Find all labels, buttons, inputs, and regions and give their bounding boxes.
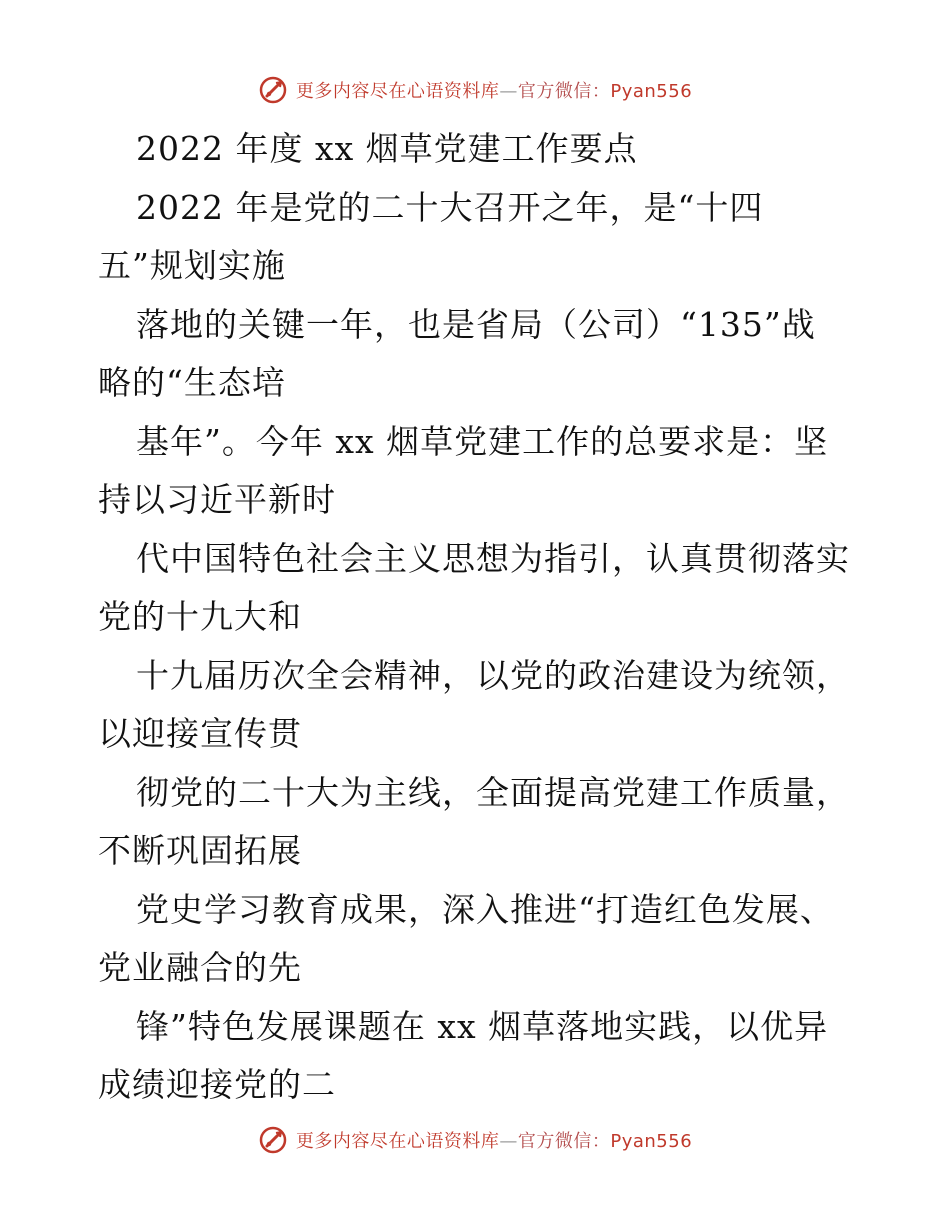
watermark-main-text: 更多内容尽在心语资料库 bbox=[295, 81, 500, 102]
watermark-dash: — bbox=[499, 81, 518, 102]
paragraph-line: 十九届历次全会精神，以党的政治建设为统领， bbox=[136, 655, 850, 695]
watermark-main-text: 更多内容尽在心语资料库 bbox=[295, 1131, 500, 1152]
paragraph-line: 2022 年是党的二十大召开之年，是“十四 bbox=[136, 187, 764, 227]
watermark-text bbox=[296, 1127, 692, 1153]
red-seal-logo-icon bbox=[258, 75, 288, 105]
watermark-wechat-id: Pyan556 bbox=[610, 1131, 693, 1152]
paragraph-line: 持以习近平新时 bbox=[98, 480, 336, 519]
document-title: 2022 年度 xx 烟草党建工作要点 bbox=[136, 129, 638, 168]
paragraph-line: 党的十九大和 bbox=[98, 597, 302, 636]
watermark-text bbox=[296, 77, 692, 103]
paragraph-line: 锋”特色发展课题在 xx 烟草落地实践，以优异 bbox=[136, 1006, 829, 1046]
paragraph-line: 不断巩固拓展 bbox=[98, 831, 302, 870]
watermark-wechat-id: Pyan556 bbox=[610, 81, 693, 102]
paragraph-line: 落地的关键一年，也是省局（公司）“135”战 bbox=[136, 304, 816, 344]
paragraph-line: 基年”。今年 xx 烟草党建工作的总要求是：坚 bbox=[136, 421, 829, 461]
paragraph-line: 五”规划实施 bbox=[98, 246, 286, 285]
watermark-dash: — bbox=[499, 1131, 518, 1152]
paragraph-line: 以迎接宣传贯 bbox=[98, 714, 302, 753]
header-watermark-banner bbox=[0, 70, 950, 110]
paragraph-line: 代中国特色社会主义思想为指引，认真贯彻落实 bbox=[136, 538, 850, 578]
paragraph-line: 党业融合的先 bbox=[98, 948, 302, 987]
watermark-wechat-label: 官方微信： bbox=[517, 81, 611, 102]
footer-watermark-banner bbox=[0, 1120, 950, 1160]
paragraph-line: 略的“生态培 bbox=[98, 363, 286, 402]
paragraph-line: 彻党的二十大为主线，全面提高党建工作质量， bbox=[136, 772, 850, 812]
watermark-wechat-label: 官方微信： bbox=[517, 1131, 611, 1152]
paragraph-line: 成绩迎接党的二 bbox=[98, 1065, 336, 1104]
red-seal-logo-icon bbox=[258, 1125, 288, 1155]
document-body bbox=[98, 120, 858, 1115]
paragraph-line: 党史学习教育成果，深入推进“打造红色发展、 bbox=[136, 889, 834, 929]
